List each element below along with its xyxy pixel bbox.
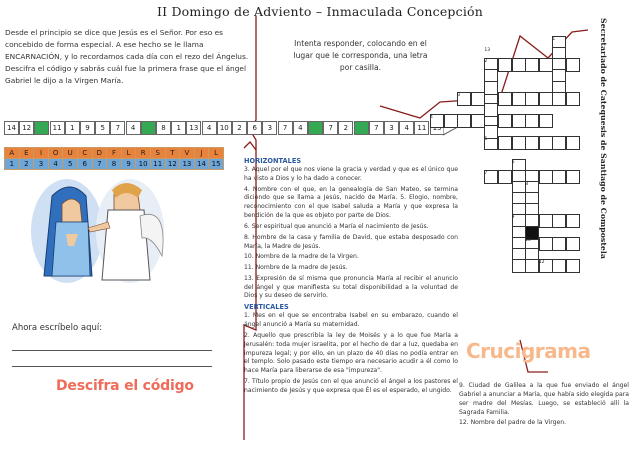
clues-continued	[459, 382, 629, 430]
crossword-cell[interactable]	[444, 114, 458, 128]
alphabet-letter: D	[92, 148, 107, 159]
crossword-cell[interactable]	[471, 114, 485, 128]
page-title: II Domingo de Adviento – Inmaculada Concepción	[157, 4, 483, 19]
code-cell: 13	[186, 121, 201, 135]
code-cell: 2	[338, 121, 353, 135]
crossword-cell[interactable]	[471, 92, 485, 106]
horizontal-clue: 13. Expresión de sí misma que pronuncia María al recibir el anuncio del ángel y que manifiesta su total disponibilidad a la voluntad de Dios y su deseo de servirlo.	[244, 274, 458, 300]
code-cell: 2	[232, 121, 247, 135]
crossword-cell[interactable]	[539, 136, 553, 150]
alphabet-number: 13	[180, 159, 195, 170]
crossword-cell[interactable]	[552, 259, 566, 273]
alphabet-letter: U	[63, 148, 78, 159]
code-cell: 7	[369, 121, 384, 135]
code-cell: 12	[19, 121, 34, 135]
code-cell: 4	[399, 121, 414, 135]
alphabet-letter: C	[77, 148, 92, 159]
crossword-cell[interactable]	[512, 92, 526, 106]
crossword-clue-number: 5	[484, 137, 488, 143]
code-cell: 7	[278, 121, 293, 135]
crossword-clue-number: 10	[525, 237, 531, 243]
alphabet-number: 6	[77, 159, 92, 170]
crossword-cell[interactable]	[566, 170, 580, 184]
descifra-heading: Descifra el código	[56, 378, 194, 394]
crossword-cell[interactable]	[566, 136, 580, 150]
alphabet-key	[4, 147, 224, 170]
vertical-clue: 7. Título propio de Jesús con el que anunció el ángel a los pastores el nacimiento de Jesús y que expresa que Él es el esperado, el ungido.	[244, 378, 458, 394]
crossword-cell[interactable]	[512, 58, 526, 72]
crossword-clue-number: 8	[525, 181, 529, 187]
alphabet-letter: O	[48, 148, 63, 159]
code-cell: 14	[4, 121, 19, 135]
horizontal-clue: 3. Aquel por el que nos viene la gracia y verdad y que es el único que ha visto a Dios y lo ha dado a conocer.	[244, 165, 458, 182]
code-cell: 4	[293, 121, 308, 135]
horizontal-clue: 4. Nombre con el que, en la genealogía de San Mateo, se termina diciendo que se llama a Jesús, nacido de María. 5. Elogio, nombre, reconocimiento con el que Isabel saluda a María y que expresa la bendición de la que es objeto por parte de Dios.	[244, 185, 458, 220]
alphabet-letter: I	[34, 148, 49, 159]
crossword-cell[interactable]	[539, 58, 553, 72]
crossword-clue-number: 7	[484, 170, 488, 176]
crossword-cell[interactable]	[552, 170, 566, 184]
horizontal-clue: 11. Nombre de la madre de Jesús.	[244, 263, 348, 271]
crossword-cell[interactable]	[512, 259, 526, 273]
alphabet-letter: J	[194, 148, 209, 159]
clues-panel	[244, 157, 458, 398]
crossword-cell[interactable]	[566, 92, 580, 106]
crossword-cell[interactable]	[539, 237, 553, 251]
crossword-cell[interactable]	[539, 170, 553, 184]
code-cell: 3	[384, 121, 399, 135]
alphabet-number: 7	[92, 159, 107, 170]
horizontal-clue: 8. Hombre de la casa y familia de David, que estaba desposado con María, la Madre de Jesús.	[244, 233, 458, 250]
crossword-cell[interactable]	[498, 114, 512, 128]
alphabet-letter: F	[107, 148, 122, 159]
crossword-cell[interactable]	[566, 214, 580, 228]
code-cell: 1	[65, 121, 80, 135]
horizontal-clue: 10. Nombre de la madre de la Virgen.	[244, 253, 359, 261]
crossword-clue-number: 9	[511, 215, 515, 221]
alphabet-letter: V	[180, 148, 195, 159]
crossword-cell[interactable]	[566, 259, 580, 273]
crossword-cell[interactable]	[539, 92, 553, 106]
alphabet-letter: A	[5, 148, 20, 159]
alphabet-number: 5	[63, 159, 78, 170]
crossword-cell[interactable]	[484, 103, 498, 117]
alphabet-letter: R	[136, 148, 151, 159]
crossword-cell[interactable]	[539, 214, 553, 228]
crossword-cell[interactable]	[552, 237, 566, 251]
crossword-clue-number: 1	[552, 37, 556, 42]
crossword-cell[interactable]	[566, 237, 580, 251]
crossword-cell[interactable]	[525, 58, 539, 72]
crossword-cell[interactable]	[539, 114, 553, 128]
crossword-clue-number: 13	[484, 48, 491, 54]
intro-text: Desde el principio se dice que Jesús es el Señor. Por eso es concebido de forma especial. A ese hecho se le llama ENCARNACIÓN, y lo recordamos cada día con el rezo del Ángelus. Descifra el código y sabrás cuál fue la primera frase que el ángel Gabriel le dijo a la Virgen María.	[5, 28, 249, 85]
crossword-cell[interactable]	[525, 114, 539, 128]
crossword-cell[interactable]	[512, 136, 526, 150]
code-space-cell	[34, 121, 49, 135]
alphabet-number: 8	[107, 159, 122, 170]
alphabet-number: 4	[48, 159, 63, 170]
crossword-cell[interactable]	[552, 92, 566, 106]
crossword-clue-number: 3	[457, 92, 461, 98]
crucigrama-heading: Crucigrama	[466, 339, 591, 363]
code-cell: 7	[323, 121, 338, 135]
alphabet-number: 9	[121, 159, 136, 170]
annunciation-illustration	[22, 176, 172, 286]
vertical-clue: 12. Nombre del padre de la Virgen.	[459, 419, 567, 427]
alphabet-letter: L	[121, 148, 136, 159]
crossword-clue-number: 12	[538, 260, 545, 266]
vertical-clue: 1. Mes en el que se encontraba Isabel en su embarazo, cuando el ángel anunció a María su maternidad.	[244, 312, 458, 328]
alphabet-number: 3	[34, 159, 49, 170]
code-cell: 4	[126, 121, 141, 135]
hint-text: Intenta responder, colocando en el lugar que le corresponda, una letra por casilla.	[293, 39, 428, 72]
code-cell: 11	[414, 121, 429, 135]
alphabet-letter: L	[209, 148, 224, 159]
code-cell: 6	[247, 121, 262, 135]
code-space-cell	[354, 121, 369, 135]
crossword-cell[interactable]	[552, 214, 566, 228]
code-cell: 9	[80, 121, 95, 135]
code-space-cell	[308, 121, 323, 135]
alphabet-number: 10	[136, 159, 151, 170]
crossword-cell[interactable]	[552, 136, 566, 150]
answer-line[interactable]	[12, 366, 212, 367]
horizontal-clue: 6. Ser espiritual que anunció a María el nacimiento de Jesús.	[244, 222, 429, 230]
alphabet-number: 14	[194, 159, 209, 170]
alphabet-letter: S	[150, 148, 165, 159]
horizontales-heading: HORIZONTALES	[244, 157, 302, 165]
write-here-label: Ahora escríbelo aquí:	[12, 323, 103, 333]
code-cell: 11	[50, 121, 65, 135]
verticales-heading: VERTICALES	[244, 303, 289, 312]
code-cell: 1	[171, 121, 186, 135]
crossword-cell[interactable]	[457, 114, 471, 128]
crossword-cell[interactable]	[498, 136, 512, 150]
alphabet-number: 12	[165, 159, 180, 170]
code-cell: 8	[156, 121, 171, 135]
alphabet-number: 11	[150, 159, 165, 170]
crossword-cell[interactable]	[484, 81, 498, 95]
alphabet-number: 2	[19, 159, 34, 170]
alphabet-number: 15	[209, 159, 224, 170]
code-cell: 3	[262, 121, 277, 135]
code-cell: 4	[202, 121, 217, 135]
vertical-clue: 9. Ciudad de Galilea a la que fue enviado el ángel Gabriel a anunciar a María, que había sido elegida para ser madre del Mesías. Luego, se estableció allí la Sagrada Familia.	[459, 382, 629, 416]
vertical-title: Secretariado de Catequesis de Santiago de Compostela	[599, 18, 608, 259]
crossword-clue-number: 4	[430, 115, 433, 121]
alphabet-number: 1	[5, 159, 20, 170]
code-space-cell	[141, 121, 156, 135]
code-cell: 7	[110, 121, 125, 135]
vertical-clue: 2. Aquello que prescribía la ley de Moisés y a lo que fue María a Jerusalén: toda mujer israelita, por el hecho de dar a luz, quedaba en impureza legal; y por ello, en un plazo de 40 días no podía entrar en el templo. Solo pasado este tiempo era necesario acudir a él como lo hace María para liberarse de esa "impureza".	[244, 331, 458, 375]
crossword-cell[interactable]	[525, 136, 539, 150]
crossword-cell[interactable]	[498, 58, 512, 72]
code-cell: 10	[217, 121, 232, 135]
crossword-cell[interactable]	[498, 92, 512, 106]
crossword-cell[interactable]	[525, 259, 539, 273]
crossword-cell[interactable]	[512, 114, 526, 128]
alphabet-letter: E	[19, 148, 34, 159]
code-cell: 5	[95, 121, 110, 135]
crossword-clue-number: 6	[511, 159, 515, 165]
crossword-clue-number: 2	[484, 59, 488, 65]
crossword-cell[interactable]	[498, 170, 512, 184]
answer-line[interactable]	[12, 350, 212, 351]
crossword-cell[interactable]	[566, 58, 580, 72]
crossword-cell[interactable]	[525, 92, 539, 106]
alphabet-letter: T	[165, 148, 180, 159]
